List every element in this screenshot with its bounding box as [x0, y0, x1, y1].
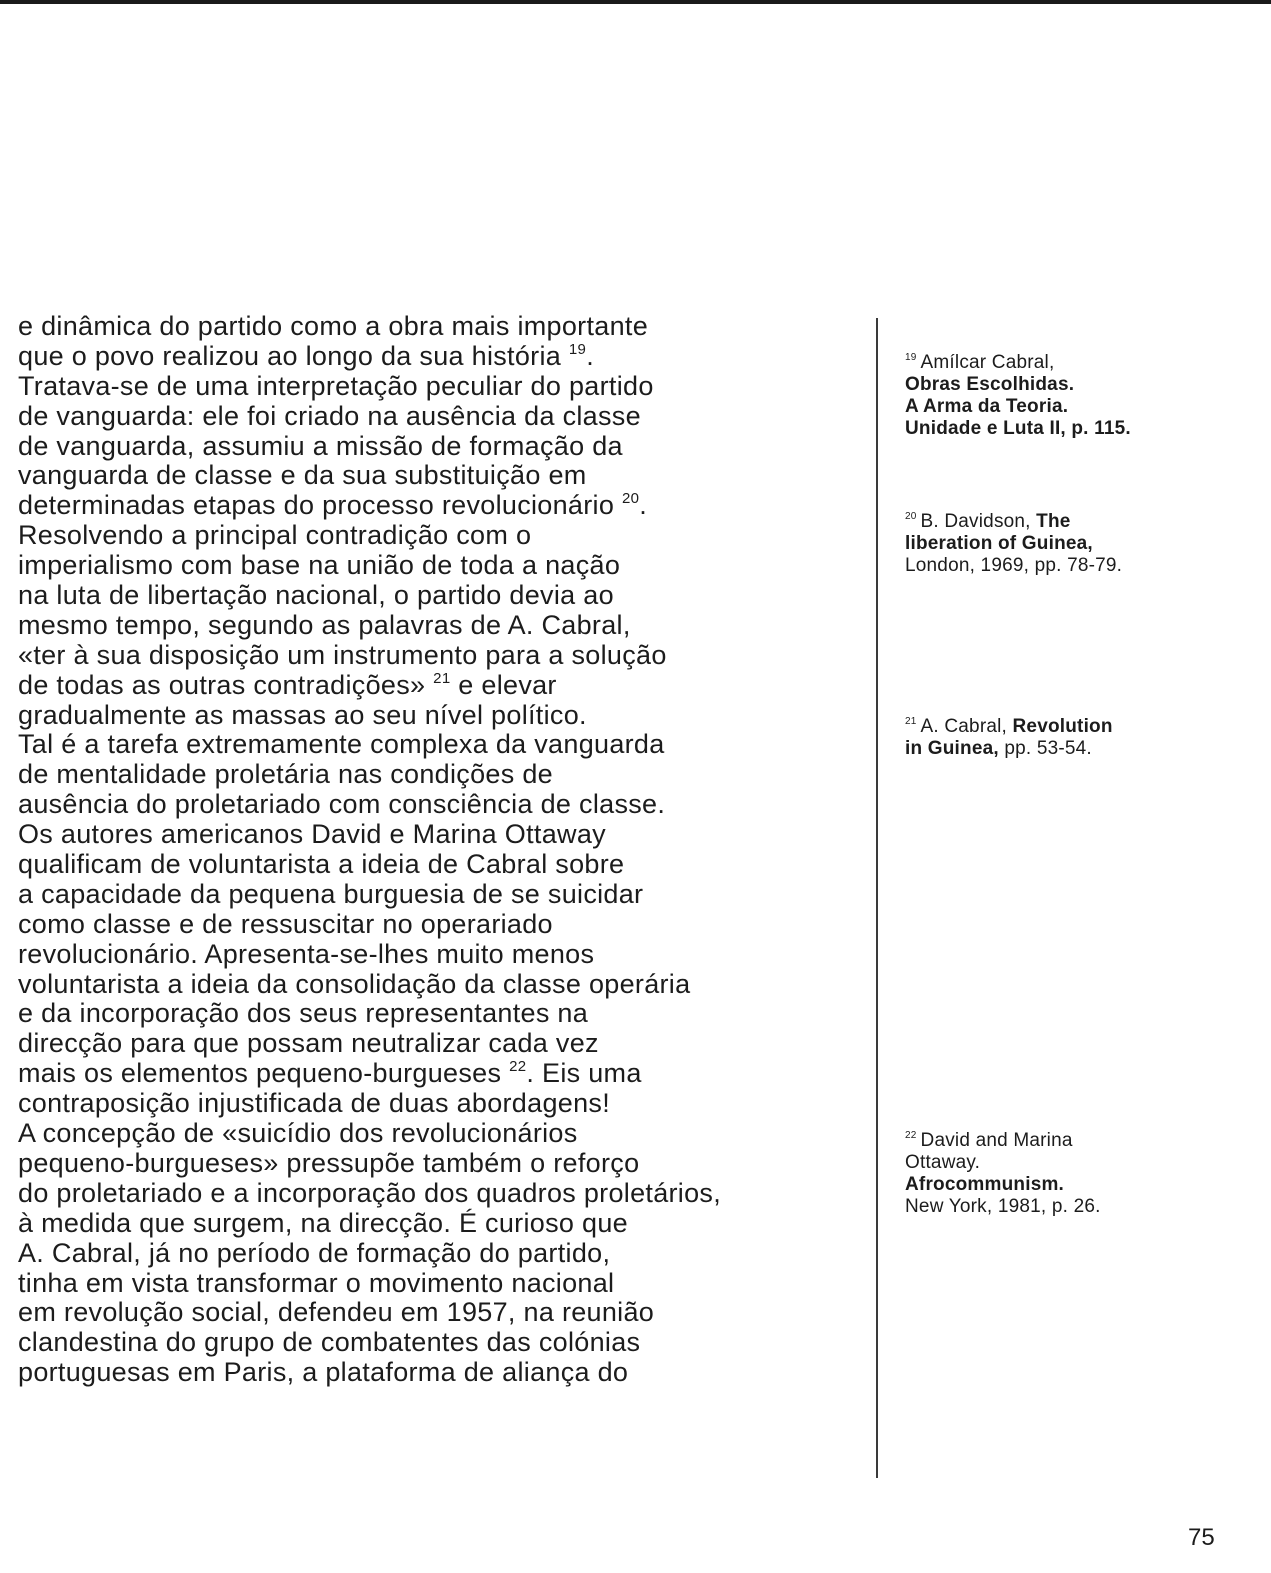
- body-line: [18, 1179, 880, 1209]
- body-line: [18, 432, 880, 462]
- body-line-text: como classe e de ressuscitar no operariado: [18, 908, 553, 939]
- body-line-text: Tratava-se de uma interpretação peculiar do partido: [18, 370, 654, 401]
- main-body-text: [18, 312, 880, 1388]
- body-line-text: vanguarda de classe e da sua substituição em: [18, 460, 587, 491]
- body-line: [18, 641, 880, 671]
- footnote-21-title-start: Revolution: [1012, 716, 1113, 737]
- footnote-21-title-end: in Guinea,: [905, 738, 999, 759]
- footnote-19-line-1: [905, 352, 1131, 374]
- body-line-text: Os autores americanos David e Marina Ottaway: [18, 819, 606, 850]
- body-line-text: à medida que surgem, na direcção. É curioso que: [18, 1207, 628, 1238]
- body-line: [18, 491, 880, 521]
- footnote-21-pages: pp. 53-54.: [998, 738, 1092, 759]
- body-line: [18, 701, 880, 731]
- body-line-text: a capacidade da pequena burguesia de se suicidar: [18, 878, 644, 909]
- body-line-text: A. Cabral, já no período de formação do partido,: [18, 1237, 611, 1268]
- footnote-ref: 20: [621, 490, 640, 508]
- footnote-ref: 19: [568, 340, 587, 358]
- body-line: [18, 551, 880, 581]
- footnote-21-line-2: [905, 738, 1113, 760]
- body-line-text: Resolvendo a principal contradição com o: [18, 520, 532, 551]
- body-line-text: mesmo tempo, segundo as palavras de A. Cabral,: [18, 609, 631, 640]
- footnote-21-line-1: [905, 716, 1113, 738]
- footnote-22-number: 22: [905, 1130, 917, 1141]
- body-line: [18, 940, 880, 970]
- footnote-22-author-cont: Ottaway.: [905, 1152, 981, 1173]
- page-number: 75: [1188, 1524, 1215, 1551]
- body-line: [18, 1328, 880, 1358]
- footnote-19-number: 19: [905, 352, 917, 363]
- body-line: [18, 1089, 880, 1119]
- footnote-21: [905, 716, 1113, 760]
- body-line: [18, 1298, 880, 1328]
- footnote-19-author: Amílcar Cabral,: [920, 352, 1055, 373]
- column-divider: [876, 318, 878, 1478]
- body-line-text: Tal é a tarefa extremamente complexa da vanguarda: [18, 729, 665, 760]
- footnote-20-source: London, 1969, pp. 78-79.: [905, 555, 1123, 576]
- footnote-19-source: Unidade e Luta II, p. 115.: [905, 418, 1131, 439]
- footnote-20-line-1: [905, 511, 1122, 533]
- body-line: [18, 880, 880, 910]
- footnote-19-title: Obras Escolhidas.: [905, 374, 1075, 395]
- body-line: [18, 999, 880, 1029]
- body-line: [18, 1149, 880, 1179]
- footnote-19: [905, 352, 1131, 440]
- body-line-text: na luta de libertação nacional, o partido devia ao: [18, 580, 614, 611]
- body-line: [18, 730, 880, 760]
- body-line: [18, 521, 880, 551]
- body-line-text: e dinâmica do partido como a obra mais importante: [18, 311, 649, 341]
- body-line-text: ausência do proletariado com consciência de classe.: [18, 789, 666, 820]
- footnote-19-subtitle: A Arma da Teoria.: [905, 396, 1069, 417]
- body-line: [18, 820, 880, 850]
- body-line-text: contraposição injustificada de duas abordagens!: [18, 1088, 610, 1119]
- body-line: [18, 1119, 880, 1149]
- body-line-text: pequeno-burgueses» pressupõe também o reforço: [18, 1147, 640, 1178]
- body-line: [18, 402, 880, 432]
- body-line: [18, 850, 880, 880]
- footnote-22-author: David and Marina: [920, 1130, 1073, 1151]
- body-line-text: «ter à sua disposição um instrumento para a solução: [18, 639, 667, 670]
- body-line: [18, 312, 880, 342]
- body-line-text: de mentalidade proletária nas condições de: [18, 759, 553, 790]
- body-line-text: de vanguarda, assumiu a missão de formação da: [18, 430, 623, 461]
- body-line-text: de todas as outras contradições»: [18, 669, 426, 700]
- body-line: [18, 1239, 880, 1269]
- body-line-text: do proletariado e a incorporação dos quadros proletários,: [18, 1177, 722, 1208]
- body-line: [18, 1358, 880, 1388]
- footnote-20-author: B. Davidson,: [920, 511, 1037, 532]
- body-line-continuation: .: [586, 340, 594, 371]
- body-line-text: voluntarista a ideia da consolidação da classe operária: [18, 968, 691, 999]
- body-line-text: em revolução social, defendeu em 1957, na reunião: [18, 1297, 655, 1328]
- body-line-text: de vanguarda: ele foi criado na ausência da classe: [18, 400, 641, 431]
- body-line-text: que o povo realizou ao longo da sua história: [18, 340, 562, 371]
- body-line: [18, 1059, 880, 1089]
- body-line-text: imperialismo com base na união de toda a nação: [18, 550, 621, 581]
- body-line: [18, 342, 880, 372]
- body-line-text: revolucionário. Apresenta-se-lhes muito menos: [18, 938, 595, 969]
- body-line: [18, 611, 880, 641]
- body-line-text: determinadas etapas do processo revolucionário: [18, 490, 615, 521]
- footnote-20: [905, 511, 1122, 577]
- body-line: [18, 1269, 880, 1299]
- footnote-ref: 22: [509, 1058, 527, 1076]
- footnote-22: [905, 1130, 1101, 1218]
- body-line: [18, 581, 880, 611]
- body-line-text: e da incorporação dos seus representantes na: [18, 998, 589, 1029]
- footnote-21-number: 21: [905, 716, 917, 727]
- footnote-20-title-start: The: [1036, 511, 1071, 532]
- footnote-20-number: 20: [905, 511, 917, 522]
- footnote-22-line-1: [905, 1130, 1101, 1152]
- body-line-text: gradualmente as massas ao seu nível político.: [18, 699, 587, 730]
- body-line: [18, 910, 880, 940]
- footnote-20-title: liberation of Guinea,: [905, 533, 1093, 554]
- body-line-text: mais os elementos pequeno-burgueses: [18, 1058, 502, 1089]
- body-line: [18, 372, 880, 402]
- footnote-22-title: Afrocommunism.: [905, 1174, 1065, 1195]
- top-edge-rule: [0, 0, 1271, 4]
- body-line-continuation: e elevar: [450, 669, 557, 700]
- body-line: [18, 671, 880, 701]
- body-line-text: portuguesas em Paris, a plataforma de aliança do: [18, 1357, 629, 1388]
- body-line: [18, 970, 880, 1000]
- body-line-text: direcção para que possam neutralizar cada vez: [18, 1028, 599, 1059]
- body-line-text: qualificam de voluntarista a ideia de Cabral sobre: [18, 849, 625, 880]
- body-line: [18, 461, 880, 491]
- body-line-text: tinha em vista transformar o movimento nacional: [18, 1267, 615, 1298]
- body-line: [18, 790, 880, 820]
- body-line: [18, 1029, 880, 1059]
- body-line-text: A concepção de «suicídio dos revolucionários: [18, 1118, 578, 1149]
- body-line-continuation: .: [639, 490, 648, 521]
- footnote-21-author: A. Cabral,: [920, 716, 1013, 737]
- footnote-22-source: New York, 1981, p. 26.: [905, 1196, 1101, 1217]
- body-line: [18, 760, 880, 790]
- body-line-text: clandestina do grupo de combatentes das colónias: [18, 1327, 641, 1358]
- body-line: [18, 1209, 880, 1239]
- footnote-ref: 21: [433, 669, 451, 687]
- body-line-continuation: . Eis uma: [526, 1058, 642, 1089]
